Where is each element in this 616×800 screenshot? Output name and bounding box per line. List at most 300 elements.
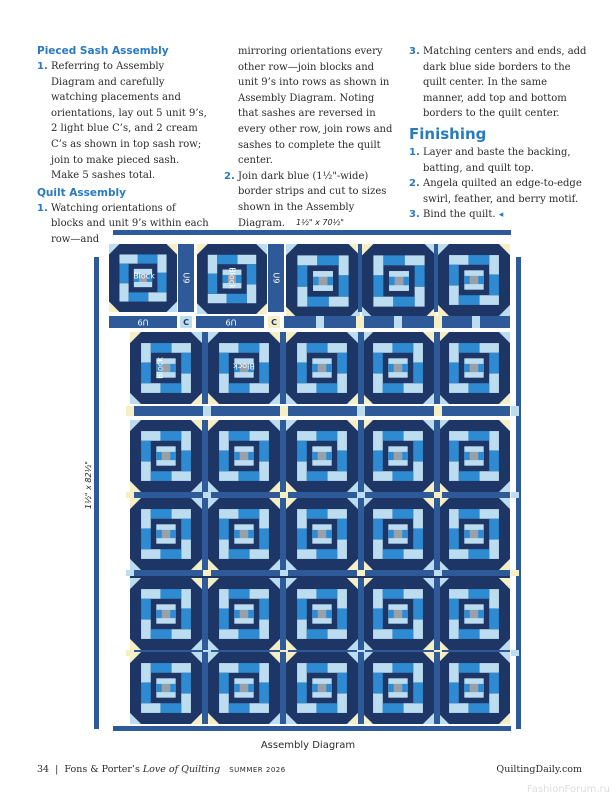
ring-light-right bbox=[449, 663, 459, 682]
watermark: FashionForum.ru bbox=[526, 784, 610, 795]
ring-medium-top bbox=[229, 589, 250, 599]
footer-divider: | bbox=[52, 764, 62, 775]
ring-light-bottom bbox=[250, 549, 269, 559]
center-square bbox=[162, 452, 170, 460]
ring-medium-left bbox=[337, 519, 347, 540]
ring-light-bottom bbox=[141, 383, 160, 393]
publication-name: Fons & Porter’s bbox=[64, 764, 143, 775]
ring-medium-right bbox=[489, 274, 499, 295]
ring-light-right bbox=[373, 431, 383, 450]
center-piece bbox=[389, 277, 395, 286]
unit-9-strip bbox=[358, 244, 362, 312]
unit-9-strip bbox=[280, 498, 286, 570]
ring-medium-left bbox=[119, 264, 128, 284]
ring-medium-right bbox=[141, 362, 151, 383]
ring-light-left bbox=[297, 287, 307, 307]
ring-light-bottom bbox=[328, 629, 347, 639]
top-border bbox=[113, 230, 511, 235]
sash-assembly-heading: Pieced Sash Assembly bbox=[37, 45, 169, 57]
ring-medium-left bbox=[373, 519, 383, 540]
ring-light-left bbox=[373, 540, 383, 559]
ring-medium-bottom bbox=[393, 297, 414, 307]
block bbox=[286, 652, 358, 724]
ring-light-bottom bbox=[404, 383, 423, 393]
step-number: 2. bbox=[409, 178, 420, 190]
ring-light-bottom bbox=[172, 629, 191, 639]
ring-light-right bbox=[259, 663, 269, 682]
ring-medium-left bbox=[219, 519, 229, 540]
ring-light-left bbox=[219, 374, 229, 393]
center-piece bbox=[326, 452, 332, 460]
ring-medium-top bbox=[307, 343, 328, 353]
ring-light-bottom bbox=[480, 471, 499, 481]
left-border bbox=[94, 257, 99, 729]
ring-medium-bottom bbox=[316, 383, 337, 393]
ring-medium-right bbox=[259, 682, 269, 703]
ring-light-bottom bbox=[480, 295, 499, 305]
ring-light-right bbox=[297, 663, 307, 682]
ring-light-left bbox=[337, 374, 347, 393]
sash-strip bbox=[130, 570, 510, 576]
center-piece bbox=[327, 277, 333, 286]
quilt-pieces bbox=[94, 230, 521, 731]
center-piece bbox=[326, 610, 332, 618]
center-piece bbox=[248, 684, 254, 692]
ring-medium-top bbox=[459, 663, 480, 673]
center-piece bbox=[326, 684, 332, 692]
step-text: Angela quilted an edge-to-edge swirl, feather, and berry motif. bbox=[423, 178, 582, 205]
ring-medium-left bbox=[449, 441, 459, 462]
ring-medium-left bbox=[141, 599, 151, 620]
center-piece bbox=[464, 364, 470, 372]
ring-medium-right bbox=[337, 450, 347, 471]
ring-medium-right bbox=[413, 362, 423, 383]
ring-light-left bbox=[247, 284, 256, 303]
ring-light-top bbox=[219, 509, 238, 519]
ring-light-bottom bbox=[297, 703, 316, 713]
ring-light-left bbox=[181, 374, 191, 393]
ring-light-top bbox=[297, 255, 317, 265]
center-piece bbox=[388, 684, 394, 692]
center-piece bbox=[388, 530, 394, 538]
sash-cornerstone bbox=[203, 406, 211, 416]
ring-medium-top bbox=[392, 343, 413, 353]
ring-medium-top bbox=[468, 255, 489, 265]
sash-row bbox=[126, 492, 519, 498]
ring-medium-bottom bbox=[238, 471, 259, 481]
ring-light-left bbox=[449, 286, 459, 305]
ring-medium-right bbox=[373, 275, 383, 296]
ring-medium-right bbox=[208, 274, 217, 294]
ring-light-top bbox=[172, 343, 191, 353]
end-mark-icon: ◂ bbox=[498, 210, 504, 221]
top-border-label: 1½" x 70½" bbox=[296, 218, 344, 227]
center-piece bbox=[170, 610, 176, 618]
ring-medium-top bbox=[392, 509, 413, 519]
ring-medium-left bbox=[297, 599, 307, 620]
ring-medium-right bbox=[449, 528, 459, 549]
ring-light-top bbox=[480, 343, 499, 353]
ring-medium-right bbox=[157, 273, 166, 293]
ring-light-top bbox=[328, 509, 347, 519]
block bbox=[286, 332, 358, 404]
sash-cornerstone bbox=[357, 406, 365, 416]
ring-light-right bbox=[208, 255, 217, 274]
ring-light-right bbox=[219, 431, 229, 450]
ring-light-right bbox=[337, 589, 347, 608]
issue-label: SUMMER 2026 bbox=[229, 766, 286, 774]
ring-medium-bottom bbox=[468, 703, 489, 713]
center-square bbox=[162, 684, 170, 692]
ring-medium-right bbox=[219, 450, 229, 471]
ring-medium-right bbox=[337, 608, 347, 629]
ring-medium-top bbox=[238, 663, 259, 673]
ring-medium-bottom bbox=[160, 383, 181, 393]
ring-light-top bbox=[328, 663, 347, 673]
ring-medium-right bbox=[413, 528, 423, 549]
sash-cornerstone bbox=[126, 570, 134, 576]
ring-light-right bbox=[297, 343, 307, 362]
top-border-dimension bbox=[296, 218, 344, 227]
sash-cornerstone bbox=[511, 570, 519, 576]
center-square bbox=[318, 530, 326, 538]
sash-cornerstone bbox=[511, 492, 519, 498]
ring-light-left bbox=[415, 287, 425, 307]
ring-light-right bbox=[297, 509, 307, 528]
ring-light-right bbox=[413, 509, 423, 528]
ring-light-right bbox=[337, 431, 347, 450]
sash-cornerstone bbox=[126, 406, 134, 416]
ring-light-left bbox=[141, 462, 151, 481]
ring-medium-right bbox=[373, 608, 383, 629]
ring-light-top bbox=[373, 663, 392, 673]
center-square bbox=[470, 684, 478, 692]
ring-medium-left bbox=[259, 441, 269, 462]
step-text: Matching centers and ends, add dark blue side borders to the quilt center. In the same manner, add top and bottom borders to the quilt center. bbox=[423, 46, 587, 120]
ring-medium-right bbox=[181, 450, 191, 471]
ring-light-top bbox=[297, 431, 316, 441]
ring-light-bottom bbox=[373, 297, 393, 307]
step-text: Join dark blue (1½"-wide) border strips and cut to sizes shown in the Assembly Diagram. bbox=[238, 170, 387, 229]
step-number: 3. bbox=[409, 46, 420, 57]
ring-light-left bbox=[489, 540, 499, 559]
sash-cornerstone bbox=[511, 650, 519, 656]
ring-medium-left bbox=[181, 353, 191, 374]
ring-light-top bbox=[297, 589, 316, 599]
ring-medium-bottom bbox=[459, 295, 480, 305]
ring-medium-bottom bbox=[392, 471, 413, 481]
unit-9-strip bbox=[202, 420, 208, 492]
center-square bbox=[470, 530, 478, 538]
center-square bbox=[162, 530, 170, 538]
center-piece bbox=[478, 530, 484, 538]
sash-cornerstone bbox=[280, 492, 288, 498]
ring-light-bottom bbox=[373, 629, 392, 639]
ring-medium-top bbox=[316, 589, 337, 599]
step-number: 1. bbox=[409, 146, 420, 158]
ring-medium-top bbox=[307, 509, 328, 519]
block bbox=[208, 498, 280, 570]
ring-light-bottom bbox=[141, 703, 160, 713]
step-number: 2. bbox=[224, 170, 235, 182]
center-square bbox=[394, 452, 402, 460]
unit-9-strip bbox=[202, 498, 208, 570]
ring-light-right bbox=[219, 589, 229, 608]
center-piece bbox=[234, 610, 240, 618]
step-number: 1. bbox=[37, 202, 48, 214]
center-piece bbox=[312, 364, 318, 372]
block bbox=[438, 420, 510, 492]
center-piece bbox=[402, 452, 408, 460]
ring-medium-bottom bbox=[383, 383, 404, 393]
unit-9-strip bbox=[280, 578, 286, 650]
center-piece bbox=[478, 684, 484, 692]
ring-medium-left bbox=[415, 265, 425, 286]
ring-medium-right bbox=[219, 608, 229, 629]
ring-light-top bbox=[219, 663, 238, 673]
ring-medium-top bbox=[238, 343, 259, 353]
ring-medium-right bbox=[489, 608, 499, 629]
sash-cornerstone bbox=[203, 570, 211, 576]
center-piece bbox=[402, 364, 408, 372]
center-square bbox=[470, 610, 478, 618]
ring-light-top bbox=[328, 343, 347, 353]
ring-medium-left bbox=[413, 599, 423, 620]
center-piece bbox=[478, 276, 484, 284]
ring-light-top bbox=[141, 431, 160, 441]
ring-medium-left bbox=[449, 599, 459, 620]
ring-medium-bottom bbox=[459, 471, 480, 481]
center-piece bbox=[402, 610, 408, 618]
sash-cornerstone bbox=[511, 406, 519, 416]
ring-light-top bbox=[172, 509, 191, 519]
ring-medium-top bbox=[229, 431, 250, 441]
ring-light-right bbox=[373, 589, 383, 608]
ring-light-left bbox=[119, 283, 128, 301]
block bbox=[362, 332, 434, 404]
ring-medium-left bbox=[219, 353, 229, 374]
ring-medium-top bbox=[138, 254, 158, 263]
center-piece bbox=[156, 610, 162, 618]
center-piece bbox=[234, 684, 240, 692]
block-label: Block bbox=[155, 357, 165, 379]
unit-9-strip bbox=[434, 498, 440, 570]
ring-light-right bbox=[489, 589, 499, 608]
ring-light-bottom bbox=[219, 629, 238, 639]
ring-medium-left bbox=[373, 353, 383, 374]
ring-light-bottom bbox=[219, 471, 238, 481]
unit-label: U9 bbox=[271, 272, 281, 284]
block-label: Block bbox=[233, 361, 255, 371]
publication-name-italic: Love of Quilting bbox=[142, 764, 221, 775]
ring-light-left bbox=[297, 462, 307, 481]
ring-light-left bbox=[181, 694, 191, 713]
finishing-heading: Finishing bbox=[409, 124, 487, 143]
ring-medium-bottom bbox=[468, 383, 489, 393]
ring-light-bottom bbox=[141, 549, 160, 559]
ring-light-bottom bbox=[208, 294, 227, 303]
step-text: Watching orientations of blocks and unit 9’s within each row—and bbox=[51, 202, 209, 245]
diagram-caption: Assembly Diagram bbox=[260, 740, 356, 751]
ring-medium-top bbox=[468, 589, 489, 599]
center-square bbox=[470, 276, 478, 284]
ring-light-left bbox=[337, 694, 347, 713]
ring-light-bottom bbox=[297, 549, 316, 559]
ring-medium-left bbox=[297, 265, 307, 286]
center-square bbox=[394, 684, 402, 692]
unit-9-strip bbox=[358, 578, 364, 650]
sash-strip bbox=[130, 406, 510, 416]
ring-medium-top bbox=[217, 255, 237, 264]
unit-9-strip bbox=[434, 578, 440, 650]
ring-medium-top bbox=[151, 509, 172, 519]
sash-cornerstone bbox=[357, 492, 365, 498]
center-piece bbox=[313, 277, 319, 286]
ring-medium-bottom bbox=[307, 297, 328, 307]
center-piece bbox=[170, 530, 176, 538]
ring-light-bottom bbox=[480, 629, 499, 639]
block bbox=[130, 420, 202, 492]
ring-medium-right bbox=[413, 682, 423, 703]
block-label: Block bbox=[133, 271, 155, 281]
sash-cornerstone bbox=[203, 492, 211, 498]
center-piece bbox=[312, 530, 318, 538]
ring-light-bottom bbox=[148, 292, 166, 301]
unit-9-strip bbox=[434, 332, 440, 404]
ring-light-right bbox=[157, 254, 166, 272]
ring-light-right bbox=[449, 509, 459, 528]
center-piece bbox=[478, 452, 484, 460]
sash-row bbox=[126, 406, 519, 416]
center-square bbox=[394, 610, 402, 618]
center-piece bbox=[234, 452, 240, 460]
ring-medium-top bbox=[160, 589, 181, 599]
ring-light-top bbox=[449, 431, 468, 441]
ring-medium-top bbox=[468, 431, 489, 441]
ring-medium-bottom bbox=[229, 549, 250, 559]
unit-9-strip bbox=[358, 420, 364, 492]
ring-medium-left bbox=[489, 673, 499, 694]
center-piece bbox=[312, 610, 318, 618]
center-piece bbox=[403, 277, 409, 286]
block bbox=[362, 420, 434, 492]
ring-medium-bottom bbox=[316, 549, 337, 559]
ring-medium-right bbox=[259, 362, 269, 383]
sash-cornerstone bbox=[357, 570, 365, 576]
sash-row bbox=[126, 570, 519, 576]
ring-medium-right bbox=[297, 528, 307, 549]
unit-9-strip bbox=[280, 332, 286, 404]
ring-light-left bbox=[259, 620, 269, 639]
center-piece bbox=[464, 276, 470, 284]
ring-medium-left bbox=[449, 265, 459, 286]
ring-medium-left bbox=[181, 519, 191, 540]
ring-medium-left bbox=[181, 673, 191, 694]
ring-light-bottom bbox=[449, 549, 468, 559]
center-piece bbox=[402, 684, 408, 692]
center-piece bbox=[478, 610, 484, 618]
block bbox=[438, 244, 510, 316]
ring-medium-bottom bbox=[238, 629, 259, 639]
ring-light-left bbox=[219, 694, 229, 713]
ring-medium-right bbox=[339, 275, 349, 296]
ring-light-top bbox=[404, 589, 423, 599]
ring-light-right bbox=[259, 509, 269, 528]
ring-medium-right bbox=[259, 528, 269, 549]
center-square bbox=[318, 452, 326, 460]
ring-light-top bbox=[119, 254, 137, 263]
unit-label: U9 bbox=[137, 317, 149, 327]
ring-light-top bbox=[449, 255, 468, 265]
ring-medium-bottom bbox=[160, 549, 181, 559]
block bbox=[362, 244, 436, 318]
bottom-border bbox=[113, 726, 511, 731]
center-piece bbox=[248, 452, 254, 460]
ring-medium-left bbox=[219, 673, 229, 694]
ring-medium-bottom bbox=[459, 629, 480, 639]
ring-light-bottom bbox=[297, 383, 316, 393]
center-piece bbox=[326, 364, 332, 372]
ring-medium-top bbox=[383, 431, 404, 441]
ring-medium-right bbox=[141, 682, 151, 703]
ring-medium-bottom bbox=[468, 549, 489, 559]
sash-cornerstone bbox=[126, 492, 134, 498]
center-piece bbox=[156, 684, 162, 692]
center-square bbox=[240, 530, 248, 538]
sash-cornerstone bbox=[472, 316, 480, 328]
block bbox=[208, 578, 280, 650]
block bbox=[438, 332, 510, 404]
center-piece bbox=[248, 530, 254, 538]
ring-medium-right bbox=[181, 608, 191, 629]
center-piece bbox=[464, 530, 470, 538]
unit-9-strip bbox=[358, 332, 364, 404]
ring-medium-bottom bbox=[229, 703, 250, 713]
block bbox=[438, 652, 510, 724]
center-piece bbox=[170, 684, 176, 692]
ring-light-bottom bbox=[449, 703, 468, 713]
ring-light-right bbox=[413, 663, 423, 682]
ring-light-right bbox=[373, 255, 383, 275]
center-piece bbox=[170, 364, 176, 372]
center-square bbox=[394, 364, 402, 372]
ring-light-right bbox=[489, 431, 499, 450]
ring-light-right bbox=[181, 431, 191, 450]
ring-light-bottom bbox=[373, 471, 392, 481]
block bbox=[286, 420, 358, 492]
ring-light-right bbox=[141, 663, 151, 682]
center-square bbox=[240, 452, 248, 460]
center-piece bbox=[388, 452, 394, 460]
center-piece bbox=[248, 610, 254, 618]
ring-medium-left bbox=[337, 673, 347, 694]
ring-light-top bbox=[250, 589, 269, 599]
ring-medium-bottom bbox=[151, 629, 172, 639]
ring-medium-bottom bbox=[151, 471, 172, 481]
sash-strip bbox=[130, 492, 510, 498]
sash-cornerstone bbox=[434, 570, 442, 576]
ring-light-right bbox=[259, 343, 269, 362]
ring-light-top bbox=[405, 255, 425, 265]
ring-medium-top bbox=[151, 663, 172, 673]
ring-medium-top bbox=[383, 255, 404, 265]
ring-medium-bottom bbox=[229, 383, 250, 393]
ring-light-left bbox=[337, 540, 347, 559]
ring-light-bottom bbox=[404, 549, 423, 559]
step-number: 1. bbox=[37, 61, 48, 72]
unit-9-strip bbox=[434, 244, 438, 312]
block bbox=[130, 498, 202, 570]
